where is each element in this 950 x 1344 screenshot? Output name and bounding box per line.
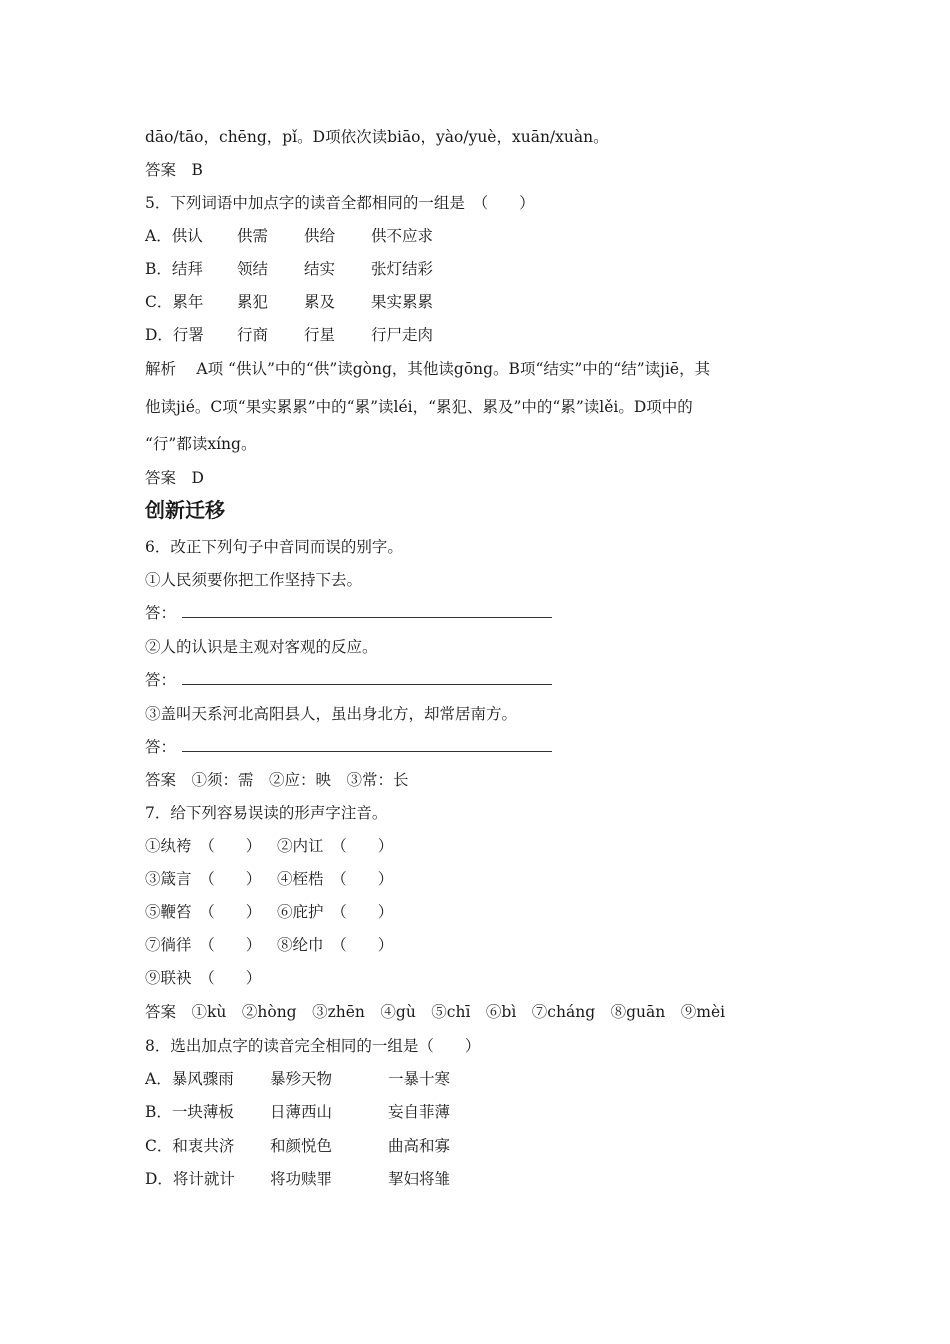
q6-sentence-3: ③盖叫天系河北高阳县人，虽出身北方，却常居南方。	[145, 705, 518, 723]
q6-sentence-1: ①人民须要你把工作坚持下去。	[145, 571, 363, 589]
answer-underline[interactable]	[182, 607, 552, 618]
q5-analysis-2: 他读jié。C项“果实累累”中的“累”读léi，“累犯、累及”中的“累”读lěi。D项中的	[145, 398, 693, 416]
q8-option-c: C．和衷共济 和颜悦色 曲高和寡	[145, 1137, 451, 1155]
q7-row-3: ⑤鞭笞 （ ） ⑥庇护 （ ）	[145, 903, 394, 921]
q5-analysis-1: 解析 A项 “供认”中的“供”读gòng，其他读gōng。B项“结实”中的“结”读jiē，其	[145, 360, 711, 378]
q8-option-b: B．一块薄板 日薄西山 妄自菲薄	[145, 1103, 451, 1121]
question-8-stem: 8．选出加点字的读音完全相同的一组是（ ）	[145, 1037, 481, 1055]
q7-row-1: ①纨袴 （ ） ②内讧 （ ）	[145, 837, 394, 855]
answer-underline[interactable]	[182, 674, 552, 685]
q7-row-5: ⑨联袂 （ ）	[145, 969, 262, 987]
q6-answer-blank-1: 答：	[145, 602, 552, 624]
answer-line: 答案 B	[145, 161, 203, 179]
question-7-stem: 7．给下列容易误读的形声字注音。	[145, 804, 388, 822]
q8-option-d: D．将计就计 将功赎罪 挈妇将雏	[145, 1170, 451, 1188]
q6-answer: 答案 ①须：需 ②应：映 ③常：长	[145, 771, 409, 789]
question-6-stem: 6．改正下列句子中音同而误的别字。	[145, 538, 403, 556]
answer-underline[interactable]	[182, 741, 552, 752]
q6-sentence-2: ②人的认识是主观对客观的反应。	[145, 638, 378, 656]
q7-row-2: ③箴言 （ ） ④桎梏 （ ）	[145, 870, 394, 888]
q5-analysis-3: “行”都读xíng。	[145, 435, 257, 453]
q5-option-c: C．累年 累犯 累及 果实累累	[145, 293, 434, 311]
q6-answer-blank-2: 答：	[145, 669, 552, 691]
question-5-stem: 5．下列词语中加点字的读音全都相同的一组是 （ ）	[145, 194, 535, 212]
q6-answer-blank-3: 答：	[145, 736, 552, 758]
q5-answer: 答案 D	[145, 469, 204, 487]
q7-row-4: ⑦徜徉 （ ） ⑧纶巾 （ ）	[145, 936, 394, 954]
q8-option-a: A．暴风骤雨 暴殄天物 一暴十寒	[145, 1070, 451, 1088]
q5-option-a: A．供认 供需 供给 供不应求	[145, 227, 434, 245]
section-title: 创新迁移	[145, 498, 225, 522]
q5-option-d: D．行署 行商 行星 行尸走肉	[145, 326, 434, 344]
q7-answer: 答案 ①kù ②hòng ③zhēn ④gù ⑤chī ⑥bì ⑦cháng ⑧guān ⑨mèi	[145, 1003, 726, 1021]
text-line: dāo/tāo，chēng，pǐ。D项依次读biāo，yào/yuè，xuān/xuàn。	[145, 128, 609, 146]
q5-option-b: B．结拜 领结 结实 张灯结彩	[145, 260, 434, 278]
